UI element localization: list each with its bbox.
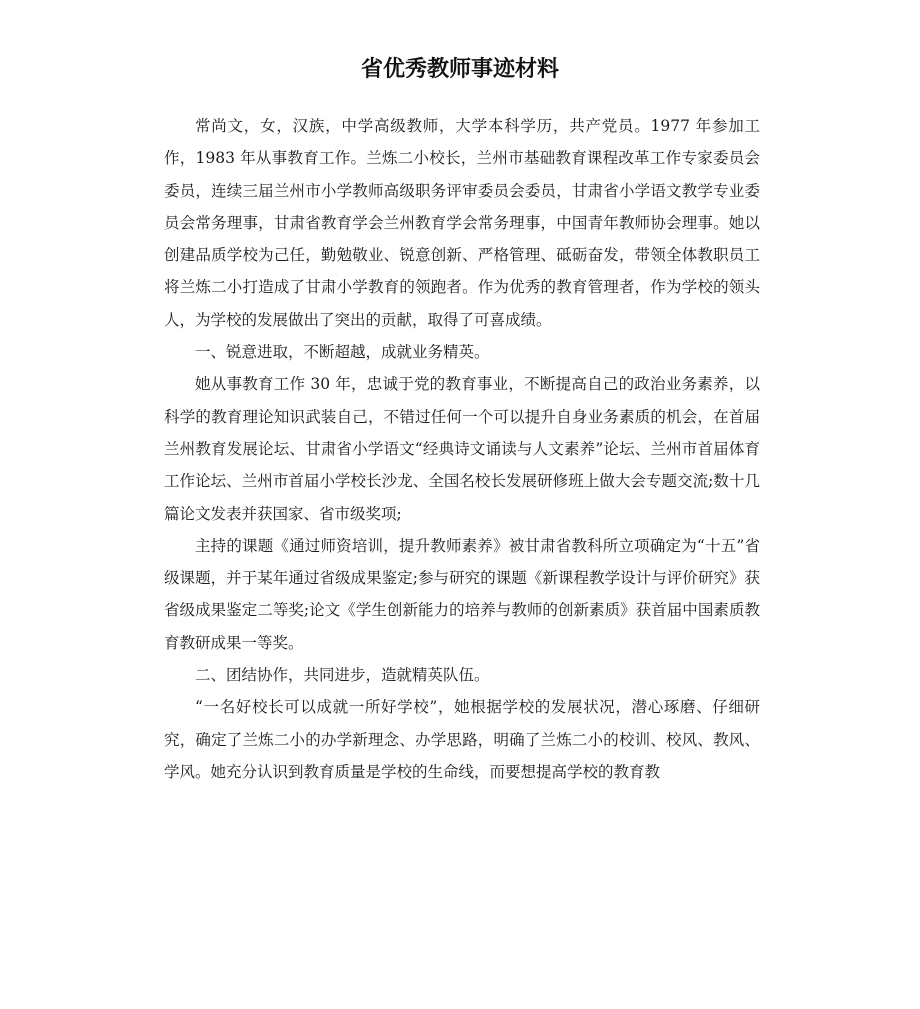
paragraph-intro: 常尚文，女，汉族，中学高级教师，大学本科学历，共产党员。1977 年参加工作，1983 年从事教育工作。兰炼二小校长，兰州市基础教育课程改革工作专家委员会委员，连续三届兰州市小学教师高级职务评审委员会委员，甘肃省小学语文教学专业委员会常务理事，甘肃省教育学会兰州教育学会常务理事，中国青年教师协会理事。她以创建品质学校为己任，勤勉敬业、锐意创新、严格管理、砥砺奋发，带领全体教职员工将兰炼二小打造成了甘肃小学教育的领跑者。作为优秀的教育管理者，作为学校的领头人，为学校的发展做出了突出的贡献，取得了可喜成绩。 xyxy=(164,117,760,329)
paragraph-section-1-b: 主持的课题《通过师资培训，提升教师素养》被甘肃省教科所立项确定为“十五”省级课题，并于某年通过省级成果鉴定;参与研究的课题《新课程教学设计与评价研究》获省级成果鉴定二等奖;论文《学生创新能力的培养与教师的创新素质》获首届中国素质教育教研成果一等奖。 xyxy=(164,536,760,652)
paragraph-section-1-a: 她从事教育工作 30 年，忠诚于党的教育事业，不断提高自己的政治业务素养，以科学的教育理论知识武装自己，不错过任何一个可以提升自身业务素质的机会，在首届兰州教育发展论坛、甘肃省小学语文“经典诗文诵读与人文素养”论坛、兰州市首届体育工作论坛、兰州市首届小学校长沙龙、全国名校长发展研修班上做大会专题交流;数十几篇论文发表并获国家、省市级奖项; xyxy=(164,375,760,523)
document-body xyxy=(164,110,760,788)
section-heading-1: 一、锐意进取，不断超越，成就业务精英。 xyxy=(195,343,490,362)
section-heading-2: 二、团结协作，共同进步，造就精英队伍。 xyxy=(195,666,490,685)
paragraph-section-2-a: “一名好校长可以成就一所好学校”，她根据学校的发展状况，潜心琢磨、仔细研究，确定了兰炼二小的办学新理念、办学思路，明确了兰炼二小的校训、校风、教风、学风。她充分认识到教育质量是学校的生命线，而要想提高学校的教育教 xyxy=(164,698,760,781)
document-title: 省优秀教师事迹材料 xyxy=(360,57,559,82)
